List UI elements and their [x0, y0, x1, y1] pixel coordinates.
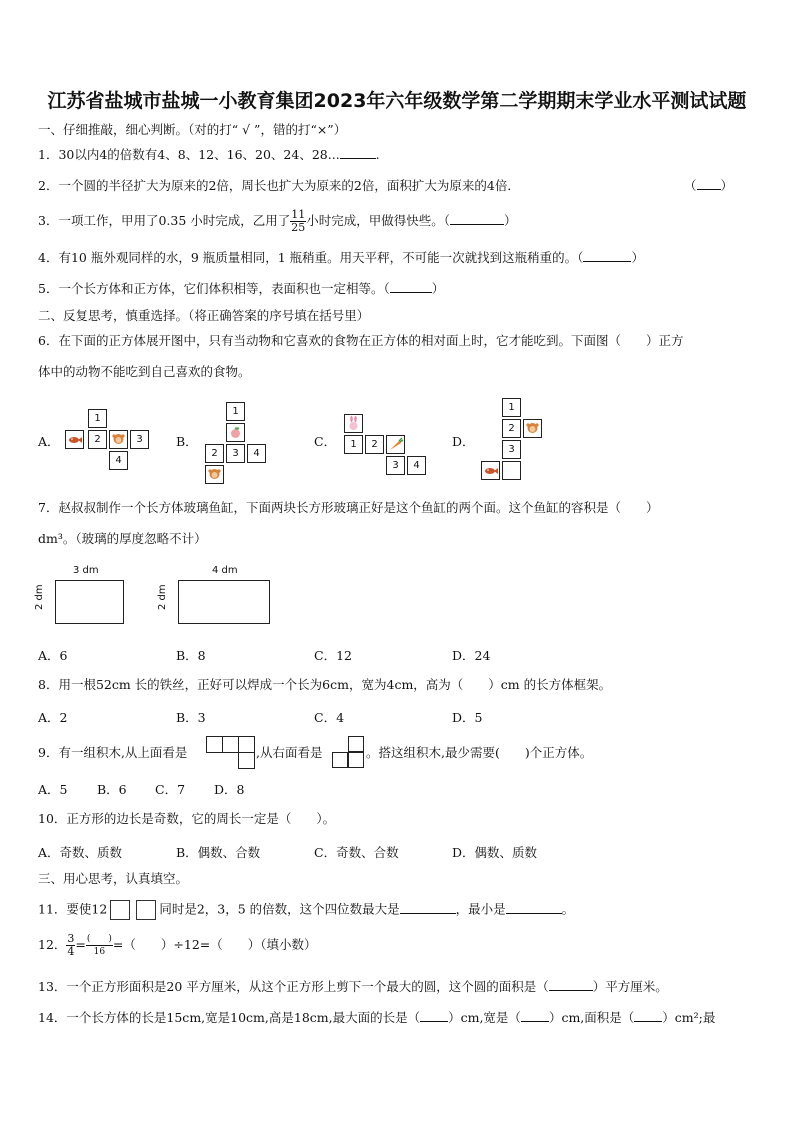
net-cell: 3	[502, 440, 521, 459]
net-cell: 4	[407, 456, 426, 475]
paren-close: ）	[504, 213, 517, 228]
net-cell: 3	[226, 444, 245, 463]
answer-blank[interactable]	[697, 189, 721, 190]
question-14-text: 14．一个长方体的长是15cm,宽是10cm,高是18cm,最大面的长是（	[38, 1010, 421, 1025]
answer-blank[interactable]	[583, 261, 631, 262]
page-title: 江苏省盐城市盐城一小教育集团2023年六年级数学第二学期期末学业水平测试试题	[47, 90, 747, 112]
glass-panel-3x2	[55, 580, 124, 624]
question-6-line-2: 体中的动物不能吃到自己喜欢的食物。	[38, 364, 251, 379]
answer-blank-length[interactable]	[420, 1021, 448, 1022]
option-d[interactable]: D．8	[214, 782, 245, 797]
option-d[interactable]: D．5	[452, 710, 483, 725]
fraction-denominator: 4	[67, 945, 75, 958]
question-9-text-a: 9．有一组积木,从上面看是	[38, 745, 188, 760]
answer-blank-max[interactable]	[400, 913, 456, 914]
net-cell: 2	[365, 435, 384, 454]
net-cell-peach	[226, 423, 245, 442]
net-cell: 2	[205, 444, 224, 463]
option-a[interactable]: A．奇数、质数	[38, 845, 123, 860]
question-3-text-b: 小时完成，甲做得快些。（	[306, 213, 451, 228]
question-2	[38, 178, 520, 194]
question-1-text: 1．30以内4的倍数有4、8、12、16、20、24、28...	[38, 147, 340, 162]
question-13	[38, 979, 668, 995]
rect-2-side-label: 2 dm	[157, 584, 168, 610]
question-11-text-c: ，最小是	[455, 901, 506, 917]
answer-blank[interactable]	[450, 224, 504, 225]
rect-1-side-label: 2 dm	[34, 584, 45, 610]
option-a-label[interactable]: A．	[38, 434, 60, 449]
option-a[interactable]: A．5	[38, 782, 68, 797]
option-b-label[interactable]: B．	[176, 434, 198, 449]
option-c[interactable]: C．12	[314, 648, 352, 663]
option-b[interactable]: B．3	[176, 710, 206, 725]
question-14-part-3: ）cm,面积是（	[548, 1010, 635, 1025]
section-heading-3: 三、用心思考，认真填空。	[38, 871, 189, 886]
answer-blank[interactable]	[390, 292, 432, 293]
monkey-icon	[524, 420, 541, 437]
fraction-numerator: ( )	[86, 934, 112, 944]
fraction-numerator: 3	[67, 932, 75, 945]
answer-blank[interactable]	[549, 990, 593, 991]
view-cell	[348, 752, 364, 768]
paren-open: （	[684, 178, 697, 193]
question-13-text: 13．一个正方形面积是20 平方厘米，从这个正方形上剪下一个最大的圆，这个圆的面积是（	[38, 979, 549, 994]
question-3	[38, 209, 517, 234]
rabbit-icon	[345, 415, 362, 432]
digit-box-1[interactable]	[110, 900, 130, 920]
view-cell	[206, 736, 223, 753]
paren-close: ）	[431, 281, 445, 296]
question-12-rest: =（ ）÷12=（ ）（填小数）	[112, 937, 317, 952]
peach-icon	[227, 424, 244, 441]
question-11-text-b: 同时是2，3，5 的倍数，这个四位数最大是	[159, 901, 400, 917]
net-cell-animal	[523, 419, 542, 438]
net-cell-rabbit	[344, 414, 363, 433]
rect-2-top-label: 4 dm	[212, 565, 238, 576]
fraction-11-25	[290, 209, 306, 234]
question-2-answer[interactable]	[684, 178, 733, 194]
option-a[interactable]: A．6	[38, 648, 68, 663]
paren-close: ）	[720, 178, 734, 193]
question-4-text: 4．有10 瓶外观同样的水，9 瓶质量相同，1 瓶稍重。用天平秤，不可能一次就找到这瓶稍重的。（	[38, 250, 584, 265]
fraction-denominator: 25	[291, 221, 306, 234]
carrot-icon	[387, 436, 404, 453]
option-d[interactable]: D．24	[452, 648, 491, 663]
monkey-icon	[110, 431, 127, 448]
section-heading-2: 二、反复思考，慎重选择。（将正确答案的序号填在括号里）	[38, 308, 370, 323]
net-cell: 2	[502, 419, 521, 438]
option-c-label[interactable]: C．	[314, 434, 337, 449]
question-11	[38, 900, 574, 920]
fraction-blank-16[interactable]	[86, 933, 113, 958]
question-5-text: 5．一个长方体和正方体，它们体积相等，表面积也一定相等。（	[38, 281, 390, 296]
monkey-icon	[206, 466, 223, 483]
question-9-text-b: ,从右面看是	[256, 745, 323, 760]
option-c[interactable]: C．4	[314, 710, 345, 725]
net-cell-animal	[205, 465, 224, 484]
fish-icon	[482, 462, 499, 479]
question-12	[38, 933, 317, 958]
answer-blank-min[interactable]	[506, 913, 562, 914]
fraction-numerator: 11	[291, 208, 306, 221]
question-5	[38, 281, 444, 297]
option-c[interactable]: C．奇数、合数	[314, 845, 399, 860]
fraction-denominator: 16	[93, 947, 106, 957]
question-11-text-d: 。	[561, 901, 575, 917]
question-6-line-1: 6．在下面的正方体展开图中，只有当动物和它喜欢的食物在正方体的相对面上时，它才能吃到。下面图（ ）正方	[38, 333, 684, 348]
question-7-line-1: 7．赵叔叔制作一个长方体玻璃鱼缸，下面两块长方形玻璃正好是这个鱼缸的两个面。这个鱼缸的容积是（ ）	[38, 500, 659, 515]
question-8: 8．用一根52cm 长的铁丝，正好可以焊成一个长为6cm，宽为4cm，高为（ ）cm 的长方体框架。	[38, 677, 612, 692]
question-1	[38, 147, 380, 163]
question-2-text: 2．一个圆的半径扩大为原来的2倍，周长也扩大为原来的2倍，面积扩大为原来的4倍．	[38, 178, 520, 193]
net-cell: 3	[130, 430, 149, 449]
net-cell: 4	[109, 451, 128, 470]
net-cell-animal	[109, 430, 128, 449]
net-cell: 1	[502, 398, 521, 417]
net-cell: 2	[88, 430, 107, 449]
question-4	[38, 250, 644, 266]
net-cell-fish	[65, 430, 84, 449]
question-10: 10．正方形的边长是奇数，它的周长一定是（ ）。	[38, 811, 336, 826]
net-cell: 1	[344, 435, 363, 454]
option-a[interactable]: A．2	[38, 710, 68, 725]
net-cell: 1	[88, 409, 107, 428]
question-11-text-a: 11．要使12	[38, 901, 108, 917]
net-cell: 4	[247, 444, 266, 463]
option-b[interactable]: B．8	[176, 648, 206, 663]
view-cell	[222, 736, 239, 753]
question-14-part-4: ）cm²;最	[662, 1010, 716, 1025]
question-1-end: .	[375, 147, 380, 162]
answer-blank-width[interactable]	[521, 1021, 549, 1022]
option-b[interactable]: B．6	[97, 782, 127, 797]
question-12-label: 12．	[38, 937, 67, 952]
question-9-text-c: 。搭这组积木,最少需要( )个正方体。	[366, 745, 593, 760]
net-cell: 1	[226, 402, 245, 421]
question-14-part-2: ）cm,宽是（	[448, 1010, 521, 1025]
view-cell	[238, 752, 255, 769]
option-d-label[interactable]: D．	[452, 434, 475, 449]
paren-close: ）	[631, 250, 644, 265]
equals-sign: =	[75, 937, 86, 952]
net-cell-carrot	[386, 435, 405, 454]
view-cell	[348, 736, 364, 752]
answer-blank-area[interactable]	[634, 1021, 662, 1022]
digit-box-2[interactable]	[136, 900, 156, 920]
net-cell	[502, 461, 521, 480]
rect-1-top-label: 3 dm	[73, 565, 99, 576]
net-cell-fish	[481, 461, 500, 480]
view-cell	[332, 752, 348, 768]
option-c[interactable]: C．7	[155, 782, 186, 797]
question-7-line-2: dm³。（玻璃的厚度忽略不计）	[38, 531, 207, 546]
question-3-text-a: 3．一项工作，甲用了0.35 小时完成，乙用了	[38, 213, 291, 228]
option-d[interactable]: D．偶数、质数	[452, 845, 538, 860]
fish-icon	[66, 431, 83, 448]
question-14	[38, 1010, 715, 1026]
glass-panel-4x2	[178, 580, 270, 624]
section-heading-1: 一、仔细推敲，细心判断。（对的打“ √ ”，错的打“×”）	[38, 122, 347, 137]
option-b[interactable]: B．偶数、合数	[176, 845, 261, 860]
view-cell	[238, 736, 255, 753]
answer-blank[interactable]	[340, 158, 376, 159]
question-13-rest: ）平方厘米。	[592, 979, 668, 994]
net-cell: 3	[386, 456, 405, 475]
